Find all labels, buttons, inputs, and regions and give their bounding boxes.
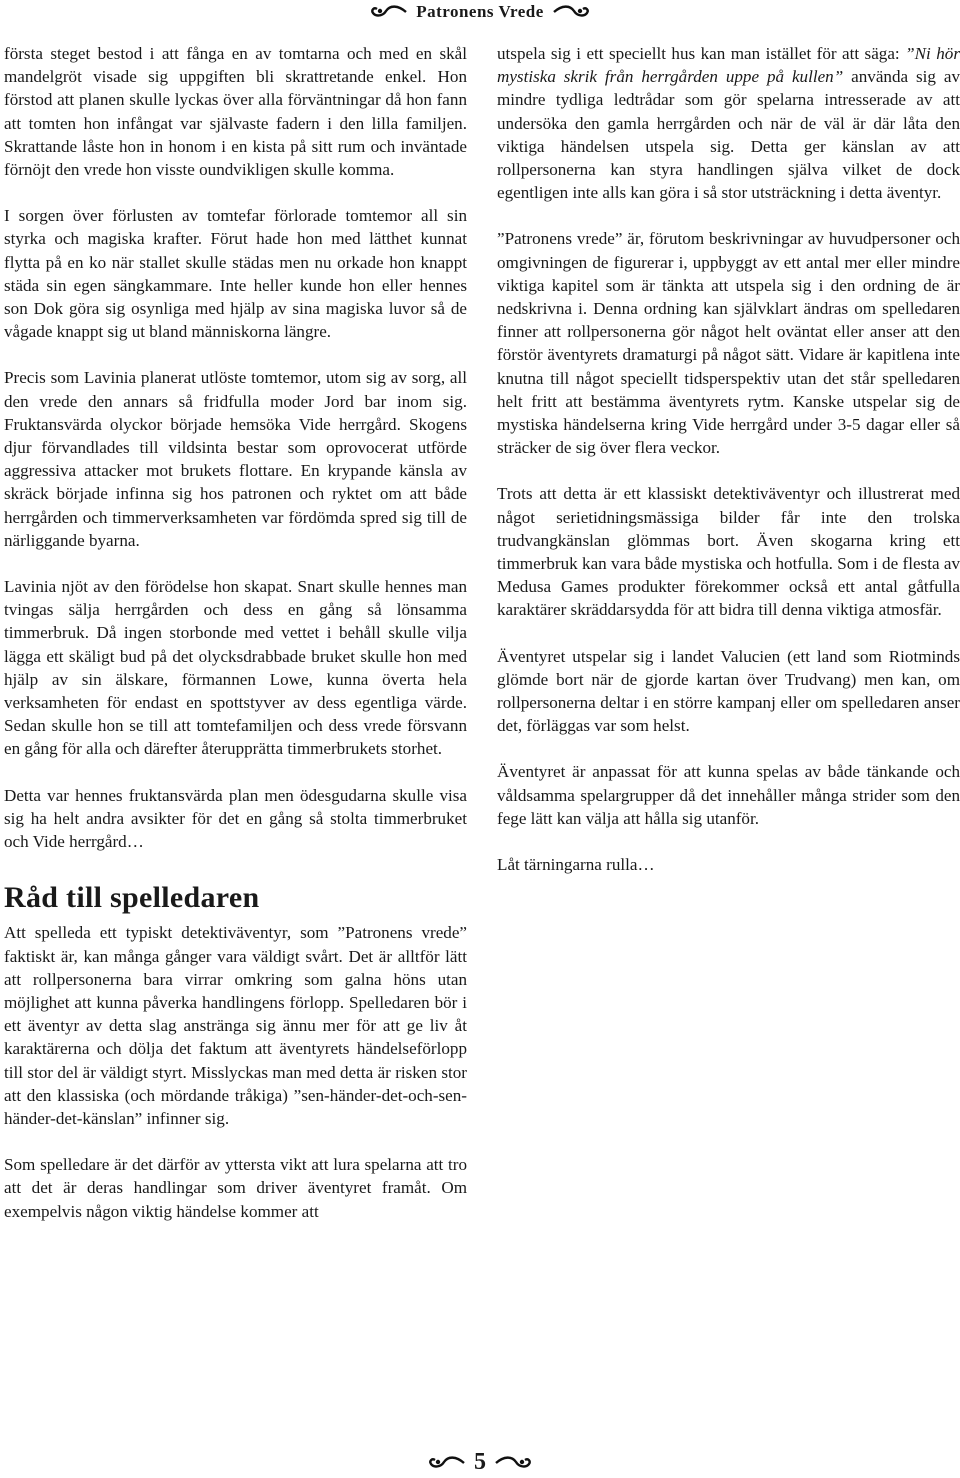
paragraph-text: utspela sig i ett speciellt hus kan man istället för att säga: [497,44,900,63]
paragraph: Som spelledare är det därför av yttersta vikt att lura spelarna att tro att det är deras handlingar som driver äventyret framåt. Om exempelvis någon viktig händelse kommer att [4,1155,467,1221]
paragraph: första steget bestod i att fånga en av tomtarna och med en skål mandelgröt visade sig uppgiften bli skrattretande enkel. Hon förstod att planen skulle lyckas över alla förväntningar då hon fann att tomten hon infångat var självaste fadern i den lilla familjen. Skrattande låste hon in honom i en kista på sitt rum och inväntade förnöjt den vrede hon visste oundvikligen skulle komma. [4,44,467,180]
ornament-left-icon [426,1454,466,1472]
quote-text: ”Ni hör mystiska skrik från herrgården uppe på kullen” [497,44,960,87]
paragraph: Precis som Lavinia planerat utlöste tomtemor, utom sig av sorg, all den vrede den annars så fridfulla moder Jord bar inom sig. Fruktansvärda olyckor började hemsöka Vide herrgård. Skogens djur förvandlades till vildsinta bestar som oprovocerat utförde aggressiva attacker mot brukets flottare. En krypande känsla av skräck började infinna sig hos patronen och ryktet om att både herrgården och timmerverksamheten var fördömda spred sig till de närliggande byarna. [4,368,467,550]
page-footer [0,1449,960,1477]
paragraph: ”Patronens vrede” är, förutom beskrivningar av huvudpersoner och omgivningen de figurerar i, uppbyggt av ett antal mer eller mindre viktiga kapitel som är tänkta att utspela sig i den ordning de är nedskrivna i. Denna ordning kan självklart ändras om spelledaren finner att rollpersonerna gör något helt oväntat eller anser att den förstör äventyrets dramaturgi på något sätt. Vidare är kapitlena inte knutna till något speciellt tidsperspektiv utan det står spelledaren helt fritt att bestämma äventyrets rytm. Kanske utspelar sig de mystiska händelserna kring Vide herrgård under 3-5 dagar eller så sträcker de sig över flera veckor. [497,229,960,458]
left-column [4,42,467,1246]
paragraph: Trots att detta är ett klassiskt detektiväventyr och illustrerat med något serietidningsmässiga bilder får inte den trolska trudvangkänslan glömmas bort. Även skogarna kring ett timmerbruk kan vara både mystiska och hotfulla. Som i de flesta av Medusa Games produkter förekommer också ett antal gåtfulla karaktärer skräddarsydda för att bidra till denna viktiga atmosfär. [497,484,960,620]
right-column [497,42,960,899]
ornament-left-icon [368,3,408,21]
paragraph: I sorgen över förlusten av tomtefar förlorade tomtemor all sin styrka och magiska krafter. Förut hade hon med lätthet kunnat flytta på en ko när stallet skulle städas men nu orkade hon knappt städa sin egen sängkammare. Inte heller kunde hon eller hennes son Dok göra sig osynliga med hjälp av sina magiska luvor så de vågade knappt sig ut bland människorna längre. [4,206,467,342]
page-number: 5 [474,1449,486,1475]
paragraph-with-quote [497,42,960,204]
section-heading: Råd till spelledaren [4,881,260,915]
header-title: Patronens Vrede [416,2,544,21]
paragraph: Äventyret är anpassat för att kunna spelas av både tänkande och våldsamma spelargrupper då det innehåller många strider som den fege lätt kan välja att hålla sig utanför. [497,762,960,828]
paragraph: Låt tärningarna rulla… [497,855,655,875]
paragraph: Lavinia njöt av den förödelse hon skapat. Snart skulle hennes man tvingas sälja herrgården och dess en gång så lönsamma timmerbruk. Då ingen storbonde med vettet i behåll skulle vilja lägga ett skäligt bud på det olycksdrabbade bruket skulle hon med hjälp av sin älskare, förmannen Lowe, kunna överta hela verksamheten för endast en spottstyver av dess egentliga värde. Sedan skulle hon se till att tomtefamiljen och dess vrede försvann en gång för alla och därefter återupprätta timmerbrukets storhet. [4,577,467,759]
running-header [0,0,960,28]
paragraph: Att spelleda ett typiskt detektiväventyr, som ”Patronens vrede” faktiskt är, kan många gånger vara väldigt svårt. Det är alltför lätt att rollpersonerna bara virrar omkring som galna höns utan möjlighet att kunna påverka handlingens förlopp. Spelledaren bör i ett äventyr av detta slag anstränga sig ännu mer för att ge liv åt karaktärerna och dölja det faktum att äventyrets händelseförlopp till stor del är väldigt styrt. Misslyckas man med detta är risken stor att den klassiska (och mördande tråkiga) ”sen-händer-det-och-sen-händer-det-känslan” infinner sig. [4,923,467,1128]
ornament-right-icon [494,1454,534,1472]
ornament-right-icon [552,3,592,21]
paragraph: Äventyret utspelar sig i landet Valucien (ett land som Riotminds glömde bort när de gjorde kartan över Trudvang) men kan, om rollpersonerna deltar i en större kampanj eller om spelledaren anser det, förläggas var som helst. [497,646,960,736]
paragraph-text: använda sig av mindre tydliga ledtrådar som gör spelarna intresserade av att undersöka den gamla herrgården och när de väl är där låta den viktiga händelsen utspela sig. Detta ger känslan av att rollpersonerna kan styra handlingen själva vilket de dock egentligen inte alls kan göra i så stor utsträckning i detta äventyr. [497,67,960,203]
paragraph: Detta var hennes fruktansvärda plan men ödesgudarna skulle visa sig ha helt andra avsikter för det en gång så stolta timmerbruket och Vide herrgård… [4,785,467,852]
